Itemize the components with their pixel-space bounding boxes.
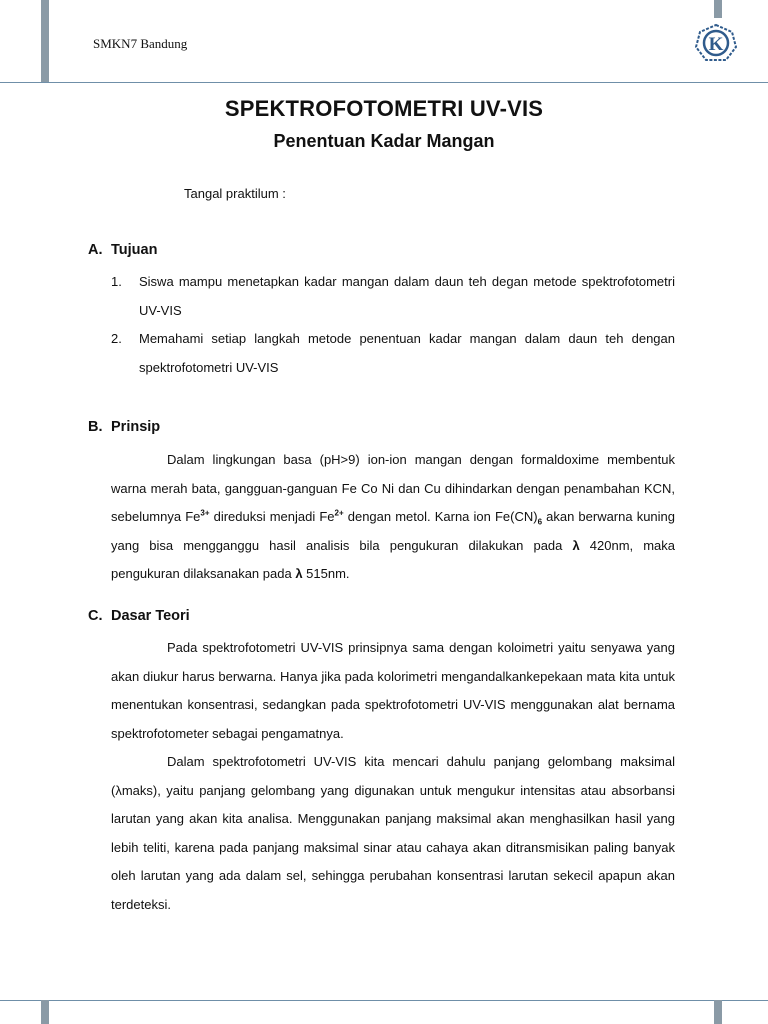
practicum-date-label: Tangal praktilum : xyxy=(184,186,286,201)
section-letter: C. xyxy=(88,608,103,624)
list-item xyxy=(111,325,675,382)
footer-left-bar xyxy=(41,1000,49,1024)
section-title: Dasar Teori xyxy=(111,608,190,624)
page-title: SPEKTROFOTOMETRI UV-VIS xyxy=(224,96,544,121)
section-title: Tujuan xyxy=(111,242,158,258)
list-text: Memahami setiap langkah metode penentuan kadar mangan dalam daun teh dengan spektrofotometri UV-VIS xyxy=(139,331,675,375)
header-divider xyxy=(0,82,768,83)
dasar-teori-text xyxy=(111,634,675,919)
school-logo-icon xyxy=(694,23,738,63)
section-b-heading xyxy=(88,419,160,435)
prinsip-paragraph: Dalam lingkungan basa (pH>9) ion-ion mangan dengan formaldoxime membentuk warna merah bata, gangguan-ganguan Fe Co Ni dan Cu dihindarkan dengan penambahan KCN, sebelumnya $Fe^{3+}$ direduksi menjadi $Fe^{2+}$ dengan metol. Karna ion $Fe(CN)_6$ akan berwarna kuning yang bisa mengganggu hasil analisis bila pengukuran dilakukan pada λ 420nm, maka pengukuran dilaksanakan pada λ 515nm. xyxy=(111,452,676,581)
list-number: 1. xyxy=(111,274,122,289)
page-subtitle: Penentuan Kadar Mangan xyxy=(273,131,495,151)
list-item xyxy=(111,268,675,325)
section-letter: B. xyxy=(88,419,103,435)
footer-right-bar xyxy=(714,1000,722,1024)
section-c-heading xyxy=(88,608,190,624)
section-title: Prinsip xyxy=(111,419,161,435)
footer-divider xyxy=(0,1000,768,1001)
paragraph: Dalam spektrofotometri UV-VIS kita mencari dahulu panjang gelombang maksimal (λmaks), yaitu panjang gelombang yang digunakan untuk mengukur intensitas atau absorbansi larutan yang akan kita analisa. Menggunakan panjang maksimal akan menghasilkan hasil yang lebih teliti, karena pada panjang maksimal sinar atau cahaya akan ditransmisikan paling banyak oleh larutan yang ada dalam sel, sehingga perubahan konsentrasi larutan sekecil apapun akan terdeteksi. xyxy=(111,754,675,912)
section-letter: A. xyxy=(88,242,103,258)
paragraph: Pada spektrofotometri UV-VIS prinsipnya sama dengan koloimetri yaitu senyawa yang akan diukur harus berwarna. Hanya jika pada kolorimetri mengandalkankepekaan mata kita untuk menentukan konsentrasi, sedangkan pada spektrofotometri UV-VIS menggunakan alat bernama spektrofotometer sebagai pengamatnya. xyxy=(111,640,675,741)
tujuan-list xyxy=(111,268,675,382)
header-right-bar xyxy=(714,0,722,18)
logo-letter: K xyxy=(708,34,724,55)
section-a-heading xyxy=(88,242,157,258)
list-number: 2. xyxy=(111,331,122,346)
header-left-bar xyxy=(41,0,49,82)
list-text: Siswa mampu menetapkan kadar mangan dalam daun teh degan metode spektrofotometri UV-VIS xyxy=(139,274,675,318)
school-name: SMKN7 Bandung xyxy=(93,36,188,51)
